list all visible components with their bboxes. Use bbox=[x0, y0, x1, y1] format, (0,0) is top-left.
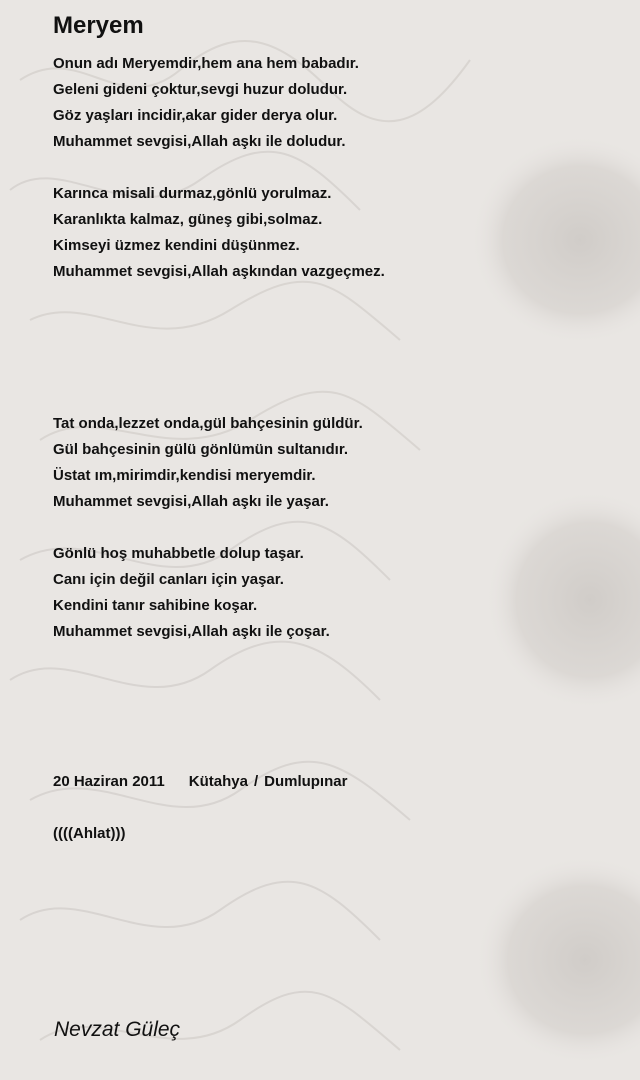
pen-name: ((((Ahlat))) bbox=[53, 825, 126, 842]
poem-city: Kütahya bbox=[188, 773, 248, 790]
poem-line: Tat onda,lezzet onda,gül bahçesinin güldür. bbox=[53, 415, 363, 432]
poem-line: Gül bahçesinin gülü gönlümün sultanıdır. bbox=[53, 441, 349, 458]
poem-line: Onun adı Meryemdir,hem ana hem babadır. bbox=[53, 55, 359, 72]
poem-title: Meryem bbox=[53, 12, 144, 39]
stanza-2 bbox=[53, 411, 363, 645]
poem-line: Karınca misali durmaz,gönlü yorulmaz. bbox=[53, 185, 332, 202]
poem-date: 20 Haziran 2011 bbox=[53, 773, 165, 790]
poem-line: Üstat ım,mirimdir,kendisi meryemdir. bbox=[53, 467, 316, 484]
poem-line: Karanlıkta kalmaz, güneş gibi,solmaz. bbox=[53, 211, 323, 228]
poem-line: Geleni gideni çoktur,sevgi huzur doludur. bbox=[53, 81, 348, 98]
date-location-line bbox=[53, 773, 347, 790]
poem-line: Muhammet sevgisi,Allah aşkından vazgeçmez. bbox=[53, 263, 385, 280]
poem-line: Muhammet sevgisi,Allah aşkı ile doludur. bbox=[53, 133, 346, 150]
poem-line: Canı için değil canları için yaşar. bbox=[53, 571, 284, 588]
location-separator: / bbox=[253, 773, 259, 790]
poem-line: Muhammet sevgisi,Allah aşkı ile çoşar. bbox=[53, 623, 330, 640]
poem-line: Kimseyi üzmez kendini düşünmez. bbox=[53, 237, 300, 254]
author-name: Nevzat Güleç bbox=[54, 1018, 181, 1041]
stanza-1 bbox=[53, 51, 385, 285]
poem-line: Gönlü hoş muhabbetle dolup taşar. bbox=[53, 545, 304, 562]
poem-line: Kendini tanır sahibine koşar. bbox=[53, 597, 258, 614]
poem-place: Dumlupınar bbox=[264, 773, 348, 790]
poem-line: Göz yaşları incidir,akar gider derya olur. bbox=[53, 107, 338, 124]
poem-line: Muhammet sevgisi,Allah aşkı ile yaşar. bbox=[53, 493, 329, 510]
